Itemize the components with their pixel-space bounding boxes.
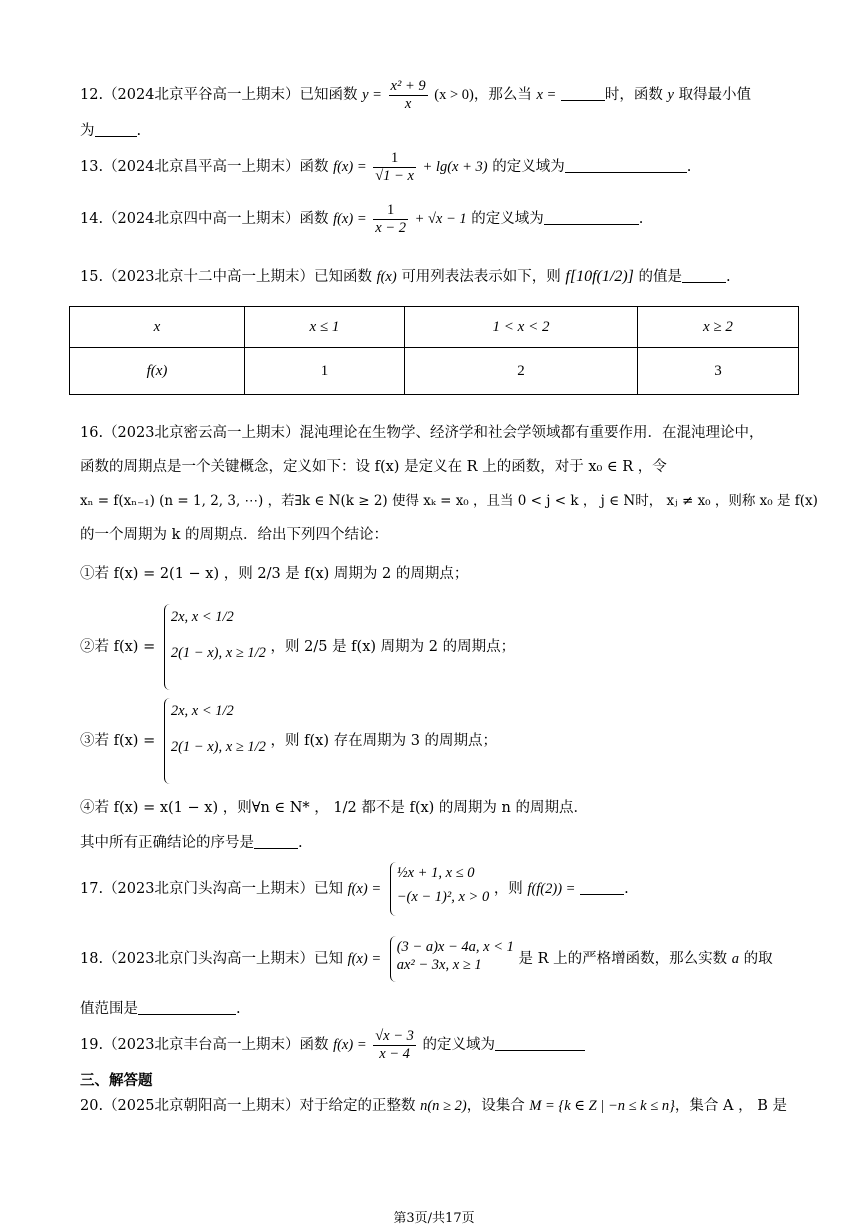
table-cell: 1 < x < 2 [405,307,638,348]
table-cell: f(x) [70,348,245,395]
question-number: 16. [80,425,104,441]
piece: (3 − a)x − 4a, x < 1 [396,939,514,955]
paragraph-line: xₙ = f(xₙ₋₁) (n = 1, 2, 3, ⋯) ，若∃k ∈ N(k ≥ 2) 使得 xₖ = x₀ ，且当 0 < j < k ， j ∈ N时， xⱼ ≠ x₀ ，则称 x₀ 是 f(x) [80,493,818,509]
piecewise-brace [390,936,514,982]
function-label: f(x) = [347,881,382,897]
y-variable: y [667,87,674,104]
paragraph-line: 函数的周期点是一个关键概念，定义如下：设 f(x) 是定义在 R 上的函数，对于 x₀ ∈ R ，令 [80,459,667,475]
answer-blank[interactable] [95,122,137,137]
expression-tail: + √x − 1 [414,211,467,228]
text: ，则 f(x) 存在周期为 3 的周期点； [270,733,498,749]
table-cell: x ≥ 2 [638,307,799,348]
question-15 [80,265,731,286]
text: 的定义域为 [471,211,544,228]
denominator: x [404,95,412,112]
text: . [638,211,644,228]
text: ②若 f(x) = [80,639,156,655]
answer-blank[interactable] [254,834,298,849]
text: ，那么当 [473,87,532,104]
text: 函数 [299,1037,329,1054]
question-14 [80,202,643,236]
text: 其中所有正确结论的序号是 [80,835,254,851]
table-cell: x ≤ 1 [245,307,405,348]
paragraph-line: 混沌理论在生物学、经济学和社会学领域都有重要作用．在混沌理论中， [299,425,764,441]
text: . [136,123,142,139]
text: . [236,1001,241,1017]
text: ，设集合 [466,1098,525,1114]
fraction [373,150,416,184]
question-number: 13. [80,159,104,176]
fraction [389,78,428,112]
piece: 2(1 − x), x ≥ 1/2 [170,739,266,756]
text: 是 R 上的严格增函数，那么实数 [518,951,728,967]
question-number: 15. [80,269,104,285]
numerator: x² + 9 [390,78,426,94]
denominator: √1 − x [375,167,414,184]
function-label: f(x) = [333,1037,367,1054]
text: 的取 [743,951,773,967]
condition: (x > 0) [434,87,474,104]
question-number: 19. [80,1037,104,1054]
question-source: （2024北京平谷高一上期末） [103,87,300,104]
conclusion-2 [80,604,515,690]
answer-blank[interactable] [682,268,726,283]
text: 的定义域为 [492,159,565,176]
question-source: （2023北京密云高一上期末） [103,425,300,441]
expression-tail: + lg(x + 3) [422,159,488,176]
expression: f[10f(1/2)] [565,268,634,285]
page-footer: 第3页/共17页 [393,1211,475,1226]
x-equals: x = [536,87,557,104]
fraction [373,202,408,236]
conclusion-4: ④若 f(x) = x(1 − x) ，则∀n ∈ N* ， 1/2 都不是 f(x) 的周期为 n 的周期点． [80,800,588,816]
question-number: 12. [80,87,104,104]
table-header-row [70,307,799,348]
function-label: f(x) = [333,159,367,176]
function-label: y = [362,87,382,104]
table-row [70,348,799,395]
piecewise-brace [164,604,266,690]
text: 值范围是 [80,1001,138,1017]
denominator: x − 2 [375,219,406,236]
question-12-line2 [80,119,141,140]
text: . [624,881,629,897]
question-17 [80,862,629,916]
fraction [373,1028,416,1062]
set-expression: M = {k ∈ Z | −n ≤ k ≤ n} [529,1098,675,1114]
question-source: （2023北京十二中高一上期末） [103,269,314,285]
text: ，则 2/5 是 f(x) 周期为 2 的周期点； [270,639,516,655]
piece: −(x − 1)², x > 0 [396,889,490,906]
answer-blank[interactable] [495,1036,585,1051]
conclusion-1: ①若 f(x) = 2(1 − x) ，则 2/3 是 f(x) 周期为 2 的周期点； [80,566,469,582]
question-number: 17. [80,881,104,897]
answer-blank[interactable] [544,210,639,225]
table-cell: x [70,307,245,348]
function-table [69,306,799,395]
table-cell: 1 [245,348,405,395]
paragraph-line: 的一个周期为 k 的周期点．给出下列四个结论： [80,527,389,543]
table-cell: 2 [405,348,638,395]
function-label: f(x) = [347,951,382,967]
question-19 [80,1028,585,1062]
numerator: √x − 3 [375,1028,414,1044]
text: . [686,159,692,176]
question-source: （2025北京朝阳高一上期末） [103,1098,300,1114]
text: 已知函数 [313,269,372,285]
numerator: 1 [373,150,416,168]
text: . [725,269,731,285]
text: ，则 [493,881,523,897]
a-variable: a [731,951,739,967]
piecewise-brace [164,698,266,784]
question-source: （2024北京四中高一上期末） [103,211,300,228]
function-label: f(x) = [333,211,367,228]
question-18-line2 [80,997,241,1018]
piecewise-brace [390,862,489,916]
question-source: （2023北京门头沟高一上期末） [103,951,314,967]
question-source: （2023北京丰台高一上期末） [103,1037,300,1054]
text: 为 [80,123,95,139]
question-12 [80,78,751,112]
text: ③若 f(x) = [80,733,156,749]
conclusion-3 [80,698,497,784]
text: 取得最小值 [678,87,752,104]
text: 已知 [313,951,343,967]
answer-blank[interactable] [561,86,605,101]
text: 对于给定的正整数 [299,1098,416,1114]
question-13 [80,150,691,184]
question-16 [80,421,763,442]
question-18 [80,936,773,982]
section-heading: 三、解答题 [80,1072,153,1089]
text: 时，函数 [604,87,663,104]
text: 可用列表法表示如下，则 [401,269,561,285]
question-source: （2023北京门头沟高一上期末） [103,881,314,897]
piece: 2x, x < 1/2 [170,703,234,719]
numerator: 1 [373,202,408,220]
function-label: f(x) [376,269,397,285]
question-source: （2024北京昌平高一上期末） [103,159,300,176]
table-cell: 3 [638,348,799,395]
text: 函数 [299,211,329,228]
question-number: 18. [80,951,104,967]
piece: ax² − 3x, x ≥ 1 [396,957,482,974]
piece: ½x + 1, x ≤ 0 [396,865,475,881]
text: 已知 [313,881,343,897]
text: 的值是 [638,269,682,285]
text: . [298,835,303,851]
text: 的定义域为 [422,1037,496,1054]
answer-blank[interactable] [138,1000,236,1015]
piece: 2(1 − x), x ≥ 1/2 [170,645,266,662]
piece: 2x, x < 1/2 [170,609,234,625]
question-20 [80,1094,787,1115]
condition: n(n ≥ 2) [420,1098,467,1114]
answer-blank[interactable] [565,158,687,173]
question-16-ask [80,831,303,852]
text: 函数 [299,159,329,176]
answer-blank[interactable] [580,880,624,895]
question-number: 14. [80,211,104,228]
question-number: 20. [80,1098,104,1114]
text: ，集合 A ， B 是 [674,1098,787,1114]
text: 已知函数 [299,87,358,104]
denominator: x − 4 [379,1045,410,1062]
expression: f(f(2)) = [527,881,576,897]
